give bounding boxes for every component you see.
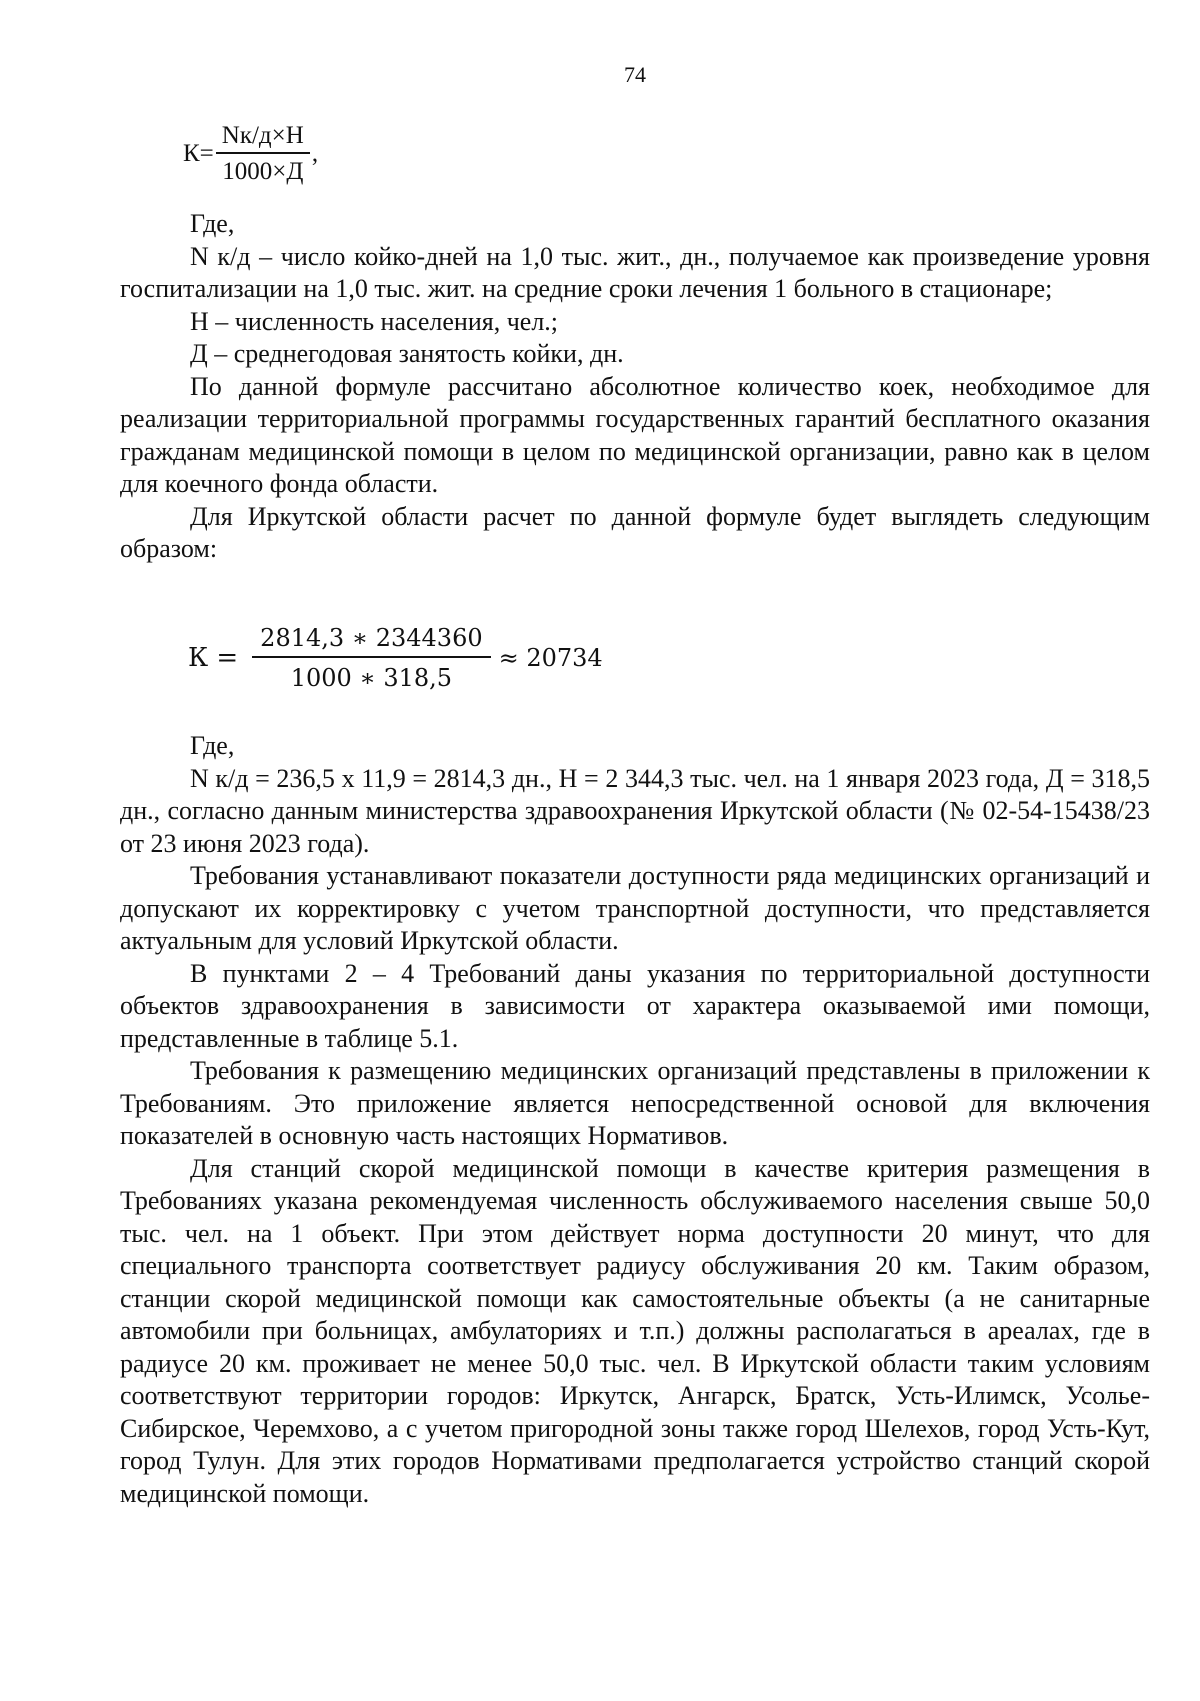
paragraph: Требования устанавливают показатели доступности ряда медицинских организаций и допускают их корректировку с учетом транспортной доступности, что представляется актуальным для условий Иркутской области. xyxy=(120,861,1150,955)
paragraph: Н – численность населения, чел.; xyxy=(190,306,559,336)
definitions-section xyxy=(120,208,1150,566)
paragraph: По данной формуле рассчитано абсолютное количество коек, необходимое для реализации территориальной программы государственных гарантий бесплатного оказания гражданам медицинской помощи в целом по медицинской организации, равно как в целом для коечного фонда области. xyxy=(120,371,1150,498)
calc-lhs: К = xyxy=(188,643,239,673)
calc-result: ≈ 20734 xyxy=(498,644,603,672)
paragraph: Для Иркутской области расчет по данной формуле будет выглядеть следующим образом: xyxy=(120,501,1150,563)
formula-lhs: К= xyxy=(183,140,214,167)
calculation-formula xyxy=(188,624,603,692)
paragraph: N к/д = 236,5 х 11,9 = 2814,3 дн., Н = 2 344,3 тыс. чел. на 1 января 2023 года, Д = 318,5 дн., согласно данным министерства здравоохранения Иркутской области (№ 02-54-15438/23 от 23 июня 2023 года). xyxy=(120,763,1150,858)
formula-numerator: Nк/д×Н xyxy=(216,122,310,154)
requirements-section xyxy=(120,730,1150,1510)
paragraph: Где, xyxy=(190,209,235,238)
bed-count-formula xyxy=(183,122,318,186)
formula-trail: , xyxy=(311,140,319,167)
formula-denominator: 1000×Д xyxy=(222,158,304,185)
calc-numerator: 2814,3 ∗ 2344360 xyxy=(252,624,490,658)
paragraph: Требования к размещению медицинских организаций представлены в приложении к Требованиям. Это приложение является непосредственной основой для включения показателей в основную часть настоящих Нормативов. xyxy=(120,1056,1150,1150)
paragraph: В пунктами 2 – 4 Требований даны указания по территориальной доступности объектов здравоохранения в зависимости от характера оказываемой ими помощи, представленные в таблице 5.1. xyxy=(120,958,1150,1053)
paragraph: N к/д – число койко-дней на 1,0 тыс. жит., дн., получаемое как произведение уровня госпитализации на 1,0 тыс. жит. на средние сроки лечения 1 больного в стационаре; xyxy=(120,241,1150,303)
calc-fraction xyxy=(252,624,490,692)
formula-fraction xyxy=(216,122,310,186)
paragraph: Для станций скорой медицинской помощи в качестве критерия размещения в Требованиях указана рекомендуемая численность обслуживаемого населения свыше 50,0 тыс. чел. на 1 объект. При этом действует норма доступности 20 минут, что для специального транспорта соответствует радиусу обслуживания 20 км. Таким образом, станции скорой медицинской помощи как самостоятельные объекты (а не санитарные автомобили при больницах, амбулаториях и т.п.) должны располагаться в ареалах, где в радиусе 20 км. проживает не менее 50,0 тыс. чел. В Иркутской области таким условиям соответствуют территории городов: Иркутск, Ангарск, Братск, Усть-Илимск, Усолье-Сибирское, Черемхово, а с учетом пригородной зоны также город Шелехов, город Усть-Кут, город Тулун. Для этих городов Нормативами предполагается устройство станций скорой медицинской помощи. xyxy=(120,1153,1150,1508)
calc-denominator: 1000 ∗ 318,5 xyxy=(290,664,453,692)
paragraph: Где, xyxy=(190,731,235,760)
page-number: 74 xyxy=(624,62,646,87)
paragraph: Д – среднегодовая занятость койки, дн. xyxy=(190,339,624,368)
